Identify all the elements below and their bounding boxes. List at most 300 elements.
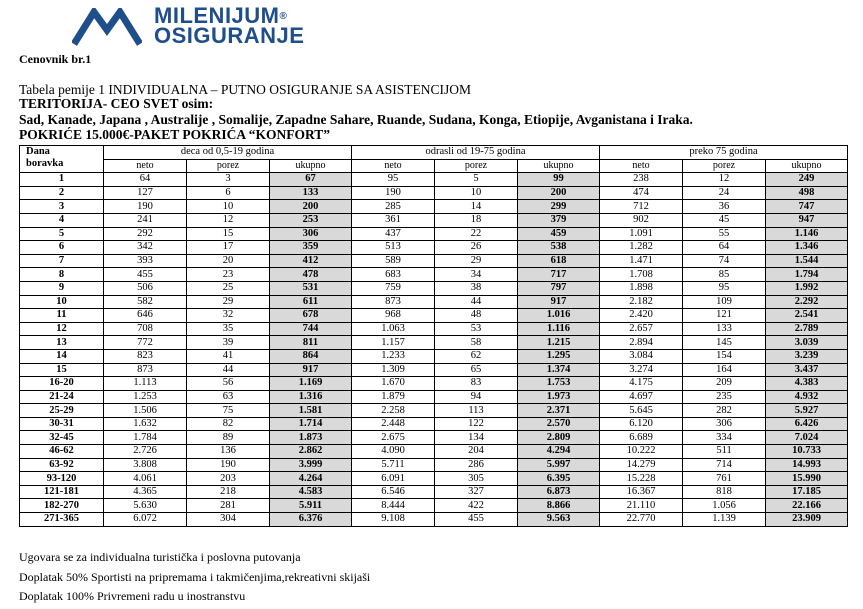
tax-cell: 44 xyxy=(187,363,270,377)
net-cell: 190 xyxy=(352,186,435,200)
days-cell: 10 xyxy=(20,295,104,309)
total-cell: 498 xyxy=(766,186,848,200)
total-cell: 14.993 xyxy=(766,458,848,472)
net-cell: 1.157 xyxy=(352,336,435,350)
tax-cell: 761 xyxy=(683,472,766,486)
net-cell: 8.444 xyxy=(352,499,435,513)
net-cell: 6.689 xyxy=(600,431,683,445)
net-cell: 3.808 xyxy=(104,458,187,472)
days-cell: 12 xyxy=(20,322,104,336)
tax-cell: 304 xyxy=(187,513,270,527)
tax-cell: 1.139 xyxy=(683,513,766,527)
net-cell: 712 xyxy=(600,200,683,214)
tax-cell: 41 xyxy=(187,349,270,363)
net-cell: 1.506 xyxy=(104,404,187,418)
tax-cell: 327 xyxy=(435,485,518,499)
net-cell: 3.084 xyxy=(600,349,683,363)
net-cell: 238 xyxy=(600,173,683,187)
total-cell: 4.383 xyxy=(766,377,848,391)
tax-cell: 36 xyxy=(683,200,766,214)
table-row xyxy=(20,417,848,431)
net-cell: 4.090 xyxy=(352,445,435,459)
total-cell: 1.581 xyxy=(270,404,352,418)
tax-cell: 26 xyxy=(435,241,518,255)
net-cell: 64 xyxy=(104,173,187,187)
total-cell: 2.292 xyxy=(766,295,848,309)
tax-cell: 190 xyxy=(187,458,270,472)
tax-cell: 56 xyxy=(187,377,270,391)
net-cell: 5.630 xyxy=(104,499,187,513)
total-cell: 379 xyxy=(518,213,600,227)
total-cell: 3.437 xyxy=(766,363,848,377)
total-cell: 1.215 xyxy=(518,336,600,350)
total-cell: 811 xyxy=(270,336,352,350)
tax-cell: 25 xyxy=(187,281,270,295)
table-row xyxy=(20,309,848,323)
tax-cell: 12 xyxy=(187,213,270,227)
tax-cell: 235 xyxy=(683,390,766,404)
table-row xyxy=(20,336,848,350)
mountain-logo-icon xyxy=(72,8,142,46)
net-cell: 4.175 xyxy=(600,377,683,391)
total-cell: 1.016 xyxy=(518,309,600,323)
net-cell: 1.233 xyxy=(352,349,435,363)
tax-cell: 85 xyxy=(683,268,766,282)
table-row xyxy=(20,349,848,363)
table-row xyxy=(20,268,848,282)
total-cell: 412 xyxy=(270,254,352,268)
net-cell: 5.645 xyxy=(600,404,683,418)
tax-cell: 95 xyxy=(683,281,766,295)
days-cell: 13 xyxy=(20,336,104,350)
tax-cell: 122 xyxy=(435,417,518,431)
total-cell: 4.932 xyxy=(766,390,848,404)
net-cell: 3.274 xyxy=(600,363,683,377)
tax-cell: 22 xyxy=(435,227,518,241)
total-cell: 23.909 xyxy=(766,513,848,527)
days-cell: 32-45 xyxy=(20,431,104,445)
tax-cell: 94 xyxy=(435,390,518,404)
net-cell: 2.894 xyxy=(600,336,683,350)
total-cell: 1.714 xyxy=(270,417,352,431)
table-row xyxy=(20,200,848,214)
net-cell: 2.726 xyxy=(104,445,187,459)
total-cell: 3.239 xyxy=(766,349,848,363)
total-cell: 2.570 xyxy=(518,417,600,431)
note-line: Doplatak 50% Sportisti na pripremama i takmičenjima,rekreativni skijaši xyxy=(19,570,371,584)
net-cell: 708 xyxy=(104,322,187,336)
total-cell: 67 xyxy=(270,173,352,187)
net-cell: 4.697 xyxy=(600,390,683,404)
net-cell: 16.367 xyxy=(600,485,683,499)
tax-cell: 38 xyxy=(435,281,518,295)
subheader-neto: neto xyxy=(104,159,187,173)
net-cell: 968 xyxy=(352,309,435,323)
subheader-ukupno: ukupno xyxy=(518,159,600,173)
total-cell: 133 xyxy=(270,186,352,200)
total-cell: 3.039 xyxy=(766,336,848,350)
net-cell: 1.670 xyxy=(352,377,435,391)
total-cell: 478 xyxy=(270,268,352,282)
total-cell: 5.927 xyxy=(766,404,848,418)
total-cell: 6.873 xyxy=(518,485,600,499)
total-cell: 15.990 xyxy=(766,472,848,486)
net-cell: 2.420 xyxy=(600,309,683,323)
tax-cell: 32 xyxy=(187,309,270,323)
table-row xyxy=(20,322,848,336)
subheader-ukupno: ukupno xyxy=(766,159,848,173)
net-cell: 506 xyxy=(104,281,187,295)
net-cell: 474 xyxy=(600,186,683,200)
net-cell: 2.258 xyxy=(352,404,435,418)
total-cell: 1.753 xyxy=(518,377,600,391)
total-cell: 611 xyxy=(270,295,352,309)
table-row xyxy=(20,254,848,268)
total-cell: 2.809 xyxy=(518,431,600,445)
total-cell: 1.116 xyxy=(518,322,600,336)
tax-cell: 82 xyxy=(187,417,270,431)
price-list-number: Cenovnik br.1 xyxy=(19,52,92,66)
subheader-neto: neto xyxy=(352,159,435,173)
tax-cell: 15 xyxy=(187,227,270,241)
days-cell: 11 xyxy=(20,309,104,323)
table-row xyxy=(20,404,848,418)
tax-cell: 134 xyxy=(435,431,518,445)
days-cell: 14 xyxy=(20,349,104,363)
subheader-ukupno: ukupno xyxy=(270,159,352,173)
total-cell: 4.294 xyxy=(518,445,600,459)
tax-cell: 64 xyxy=(683,241,766,255)
tax-cell: 511 xyxy=(683,445,766,459)
net-cell: 873 xyxy=(104,363,187,377)
total-cell: 10.733 xyxy=(766,445,848,459)
net-cell: 1.253 xyxy=(104,390,187,404)
total-cell: 797 xyxy=(518,281,600,295)
net-cell: 1.282 xyxy=(600,241,683,255)
tax-cell: 145 xyxy=(683,336,766,350)
tax-cell: 306 xyxy=(683,417,766,431)
total-cell: 1.992 xyxy=(766,281,848,295)
net-cell: 589 xyxy=(352,254,435,268)
total-cell: 744 xyxy=(270,322,352,336)
total-cell: 6.395 xyxy=(518,472,600,486)
net-cell: 1.091 xyxy=(600,227,683,241)
tax-cell: 455 xyxy=(435,513,518,527)
net-cell: 2.448 xyxy=(352,417,435,431)
tax-cell: 305 xyxy=(435,472,518,486)
group-header-adults: odrasli od 19-75 godina xyxy=(352,146,600,160)
tax-cell: 3 xyxy=(187,173,270,187)
table-row xyxy=(20,186,848,200)
tax-cell: 714 xyxy=(683,458,766,472)
tax-cell: 63 xyxy=(187,390,270,404)
brand-name: MILENIJUM® OSIGURANJE xyxy=(154,3,305,48)
net-cell: 1.879 xyxy=(352,390,435,404)
tax-cell: 29 xyxy=(187,295,270,309)
days-cell: 121-181 xyxy=(20,485,104,499)
total-cell: 2.862 xyxy=(270,445,352,459)
days-cell: 46-62 xyxy=(20,445,104,459)
total-cell: 3.999 xyxy=(270,458,352,472)
net-cell: 902 xyxy=(600,213,683,227)
total-cell: 1.374 xyxy=(518,363,600,377)
total-cell: 99 xyxy=(518,173,600,187)
tax-cell: 17 xyxy=(187,241,270,255)
net-cell: 15.228 xyxy=(600,472,683,486)
total-cell: 253 xyxy=(270,213,352,227)
tax-cell: 6 xyxy=(187,186,270,200)
total-cell: 1.973 xyxy=(518,390,600,404)
document-title: Tabela pemije 1 INDIVIDUALNA – PUTNO OSIGURANJE SA ASISTENCIJOM xyxy=(19,82,472,97)
subheader-porez: porez xyxy=(435,159,518,173)
net-cell: 10.222 xyxy=(600,445,683,459)
table-row xyxy=(20,458,848,472)
net-cell: 4.061 xyxy=(104,472,187,486)
total-cell: 538 xyxy=(518,241,600,255)
note-line: Ugovara se za individualna turistička i poslovna putovanja xyxy=(19,550,301,564)
tax-cell: 34 xyxy=(435,268,518,282)
total-cell: 1.544 xyxy=(766,254,848,268)
table-row xyxy=(20,241,848,255)
tax-cell: 136 xyxy=(187,445,270,459)
tax-cell: 45 xyxy=(683,213,766,227)
total-cell: 7.024 xyxy=(766,431,848,445)
tax-cell: 113 xyxy=(435,404,518,418)
tax-cell: 203 xyxy=(187,472,270,486)
net-cell: 1.898 xyxy=(600,281,683,295)
net-cell: 437 xyxy=(352,227,435,241)
days-cell: 2 xyxy=(20,186,104,200)
total-cell: 531 xyxy=(270,281,352,295)
coverage-package: POKRIĆE 15.000€-PAKET POKRIĆA “KONFORT” xyxy=(19,127,331,142)
days-cell: 3 xyxy=(20,200,104,214)
net-cell: 582 xyxy=(104,295,187,309)
total-cell: 917 xyxy=(518,295,600,309)
table-row xyxy=(20,295,848,309)
total-cell: 747 xyxy=(766,200,848,214)
net-cell: 95 xyxy=(352,173,435,187)
total-cell: 1.873 xyxy=(270,431,352,445)
net-cell: 873 xyxy=(352,295,435,309)
net-cell: 2.657 xyxy=(600,322,683,336)
tax-cell: 5 xyxy=(435,173,518,187)
tax-cell: 14 xyxy=(435,200,518,214)
total-cell: 947 xyxy=(766,213,848,227)
net-cell: 6.546 xyxy=(352,485,435,499)
net-cell: 292 xyxy=(104,227,187,241)
tax-cell: 286 xyxy=(435,458,518,472)
table-row xyxy=(20,445,848,459)
net-cell: 342 xyxy=(104,241,187,255)
net-cell: 772 xyxy=(104,336,187,350)
table-row xyxy=(20,499,848,513)
tax-cell: 48 xyxy=(435,309,518,323)
tax-cell: 44 xyxy=(435,295,518,309)
net-cell: 361 xyxy=(352,213,435,227)
total-cell: 1.346 xyxy=(766,241,848,255)
tax-cell: 24 xyxy=(683,186,766,200)
total-cell: 459 xyxy=(518,227,600,241)
table-row xyxy=(20,363,848,377)
total-cell: 200 xyxy=(518,186,600,200)
tax-cell: 209 xyxy=(683,377,766,391)
total-cell: 8.866 xyxy=(518,499,600,513)
total-cell: 1.169 xyxy=(270,377,352,391)
total-cell: 1.794 xyxy=(766,268,848,282)
tax-cell: 218 xyxy=(187,485,270,499)
total-cell: 9.563 xyxy=(518,513,600,527)
tax-cell: 154 xyxy=(683,349,766,363)
tax-cell: 12 xyxy=(683,173,766,187)
tax-cell: 10 xyxy=(187,200,270,214)
group-header-over-75: preko 75 godina xyxy=(600,146,848,160)
tax-cell: 18 xyxy=(435,213,518,227)
tax-cell: 29 xyxy=(435,254,518,268)
days-cell: 271-365 xyxy=(20,513,104,527)
net-cell: 190 xyxy=(104,200,187,214)
table-row xyxy=(20,472,848,486)
tax-cell: 62 xyxy=(435,349,518,363)
days-cell: 4 xyxy=(20,213,104,227)
net-cell: 4.365 xyxy=(104,485,187,499)
net-cell: 1.708 xyxy=(600,268,683,282)
tax-cell: 10 xyxy=(435,186,518,200)
total-cell: 6.426 xyxy=(766,417,848,431)
total-cell: 359 xyxy=(270,241,352,255)
subheader-porez: porez xyxy=(187,159,270,173)
days-cell: 7 xyxy=(20,254,104,268)
days-cell: 9 xyxy=(20,281,104,295)
company-logo xyxy=(72,3,332,48)
tax-cell: 55 xyxy=(683,227,766,241)
tax-cell: 53 xyxy=(435,322,518,336)
premium-table xyxy=(19,145,848,527)
days-cell: 8 xyxy=(20,268,104,282)
total-cell: 1.146 xyxy=(766,227,848,241)
net-cell: 393 xyxy=(104,254,187,268)
net-cell: 6.091 xyxy=(352,472,435,486)
total-cell: 917 xyxy=(270,363,352,377)
group-header-children: deca od 0,5-19 godina xyxy=(104,146,352,160)
days-cell: 21-24 xyxy=(20,390,104,404)
table-row xyxy=(20,485,848,499)
subheader-porez: porez xyxy=(683,159,766,173)
tax-cell: 109 xyxy=(683,295,766,309)
note-line: Doplatak 100% Privremeni radu u inostranstvu xyxy=(19,589,246,603)
tax-cell: 20 xyxy=(187,254,270,268)
days-cell: 63-92 xyxy=(20,458,104,472)
days-cell: 182-270 xyxy=(20,499,104,513)
total-cell: 249 xyxy=(766,173,848,187)
total-cell: 299 xyxy=(518,200,600,214)
tax-cell: 74 xyxy=(683,254,766,268)
net-cell: 9.108 xyxy=(352,513,435,527)
total-cell: 4.264 xyxy=(270,472,352,486)
days-cell: 1 xyxy=(20,173,104,187)
tax-cell: 422 xyxy=(435,499,518,513)
net-cell: 14.279 xyxy=(600,458,683,472)
days-cell: 5 xyxy=(20,227,104,241)
total-cell: 864 xyxy=(270,349,352,363)
premium-table-body xyxy=(20,173,848,526)
days-cell: 6 xyxy=(20,241,104,255)
table-row xyxy=(20,377,848,391)
net-cell: 1.063 xyxy=(352,322,435,336)
tax-cell: 818 xyxy=(683,485,766,499)
total-cell: 717 xyxy=(518,268,600,282)
total-cell: 2.371 xyxy=(518,404,600,418)
tax-cell: 65 xyxy=(435,363,518,377)
tax-cell: 334 xyxy=(683,431,766,445)
net-cell: 683 xyxy=(352,268,435,282)
tax-cell: 282 xyxy=(683,404,766,418)
total-cell: 1.295 xyxy=(518,349,600,363)
days-cell: 16-20 xyxy=(20,377,104,391)
total-cell: 5.997 xyxy=(518,458,600,472)
net-cell: 285 xyxy=(352,200,435,214)
net-cell: 5.711 xyxy=(352,458,435,472)
net-cell: 1.309 xyxy=(352,363,435,377)
tax-cell: 83 xyxy=(435,377,518,391)
days-cell: 25-29 xyxy=(20,404,104,418)
tax-cell: 23 xyxy=(187,268,270,282)
net-cell: 646 xyxy=(104,309,187,323)
total-cell: 17.185 xyxy=(766,485,848,499)
days-cell: 93-120 xyxy=(20,472,104,486)
net-cell: 1.632 xyxy=(104,417,187,431)
tax-cell: 89 xyxy=(187,431,270,445)
tax-cell: 133 xyxy=(683,322,766,336)
net-cell: 22.770 xyxy=(600,513,683,527)
total-cell: 678 xyxy=(270,309,352,323)
days-cell: 15 xyxy=(20,363,104,377)
subheader-neto: neto xyxy=(600,159,683,173)
total-cell: 5.911 xyxy=(270,499,352,513)
net-cell: 241 xyxy=(104,213,187,227)
table-row xyxy=(20,390,848,404)
table-row xyxy=(20,173,848,187)
tax-cell: 1.056 xyxy=(683,499,766,513)
net-cell: 21.110 xyxy=(600,499,683,513)
table-row xyxy=(20,513,848,527)
tax-cell: 164 xyxy=(683,363,766,377)
total-cell: 618 xyxy=(518,254,600,268)
territory-heading: TERITORIJA- CEO SVET osim: xyxy=(19,96,214,111)
tax-cell: 58 xyxy=(435,336,518,350)
excluded-countries: Sad, Kanade, Japana , Australije , Somalije, Zapadne Sahare, Ruande, Sudana, Konga, Etiopije, Avganistana i Iraka. xyxy=(19,112,693,127)
net-cell: 127 xyxy=(104,186,187,200)
tax-cell: 204 xyxy=(435,445,518,459)
total-cell: 306 xyxy=(270,227,352,241)
table-row xyxy=(20,227,848,241)
net-cell: 513 xyxy=(352,241,435,255)
total-cell: 4.583 xyxy=(270,485,352,499)
net-cell: 455 xyxy=(104,268,187,282)
net-cell: 823 xyxy=(104,349,187,363)
net-cell: 1.471 xyxy=(600,254,683,268)
total-cell: 2.789 xyxy=(766,322,848,336)
net-cell: 2.182 xyxy=(600,295,683,309)
table-row xyxy=(20,431,848,445)
total-cell: 200 xyxy=(270,200,352,214)
net-cell: 759 xyxy=(352,281,435,295)
total-cell: 22.166 xyxy=(766,499,848,513)
table-row xyxy=(20,213,848,227)
net-cell: 2.675 xyxy=(352,431,435,445)
total-cell: 1.316 xyxy=(270,390,352,404)
days-header: Dana boravka xyxy=(20,146,104,173)
tax-cell: 35 xyxy=(187,322,270,336)
